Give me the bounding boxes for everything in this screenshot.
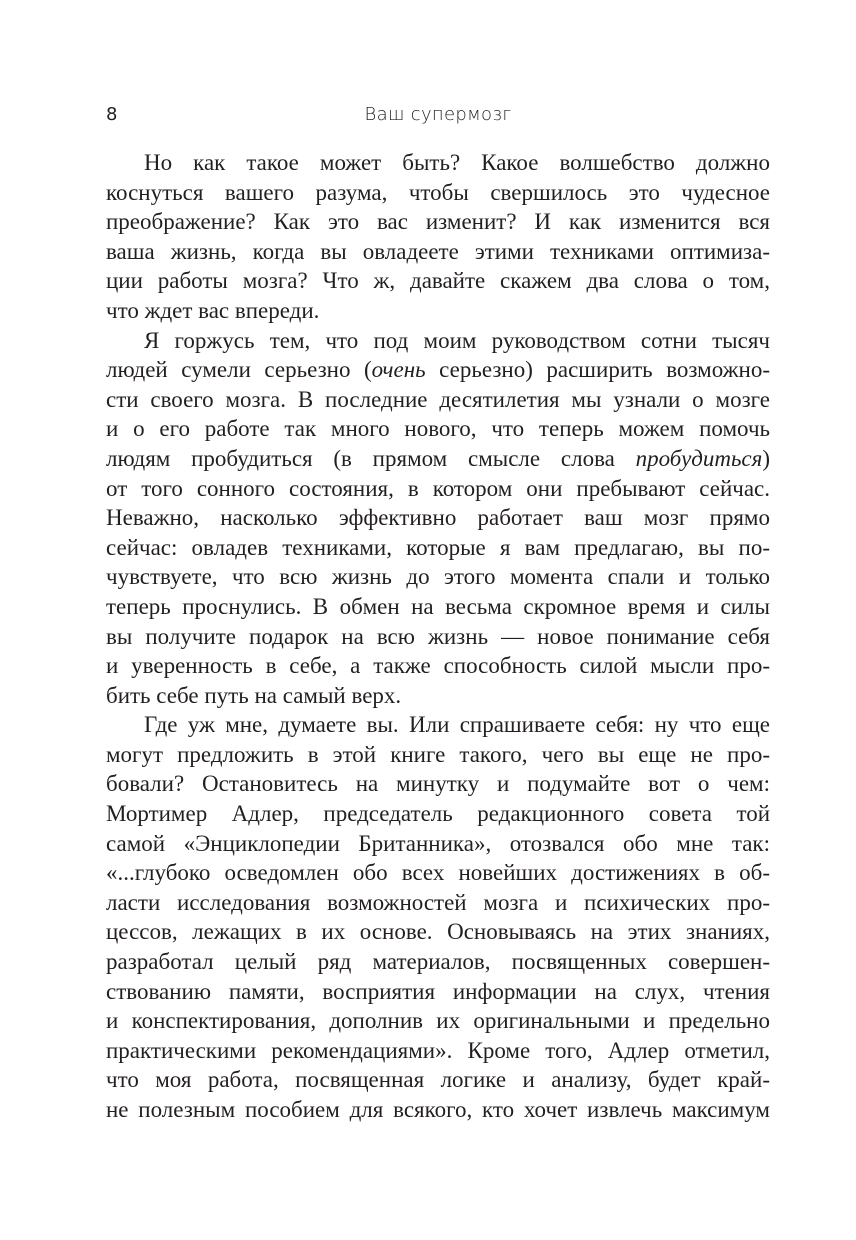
text-segment: могут предложить в этой книге такого, чего вы еще не про-	[106, 741, 770, 767]
text-segment: ласти исследования возможностей мозга и психических про-	[106, 889, 770, 915]
text-line	[106, 917, 770, 947]
text-line	[106, 237, 770, 267]
text-line	[106, 799, 770, 829]
text-segment: людям пробудиться (в прямом смысле слова	[106, 445, 636, 471]
text-segment: чувствуете, что всю жизнь до этого момента спали и только	[106, 564, 770, 590]
text-line	[106, 385, 770, 415]
text-segment: теперь проснулись. В обмен на весьма скромное время и силы	[106, 593, 770, 619]
text-line	[106, 326, 770, 356]
text-segment: ствованию памяти, восприятия информации на слух, чтения	[106, 978, 770, 1004]
text-segment: что ждет вас впереди.	[106, 297, 320, 323]
text-segment: людей сумели серьезно (	[106, 357, 372, 383]
text-line	[106, 414, 770, 444]
italic-text: очень	[371, 357, 426, 383]
text-line	[106, 888, 770, 918]
text-segment: )	[762, 445, 770, 471]
text-line	[106, 1006, 770, 1036]
text-segment: разработал целый ряд материалов, посвященных совершен-	[106, 949, 770, 975]
text-line	[106, 148, 770, 178]
page-body	[106, 148, 770, 1125]
text-segment: ваша жизнь, когда вы овладеете этими техниками оптимиза-	[106, 238, 770, 264]
text-segment: вы получите подарок на всю жизнь — новое понимание себя	[106, 623, 770, 649]
text-line	[106, 207, 770, 237]
paragraph	[106, 326, 770, 711]
text-line	[106, 592, 770, 622]
paragraph	[106, 710, 770, 1124]
text-segment: серьезно) расширить возможно-	[425, 357, 770, 383]
text-line	[106, 533, 770, 563]
text-line	[106, 829, 770, 859]
text-segment: цессов, лежащих в их основе. Основываясь на этих знаниях,	[106, 919, 770, 945]
text-segment: сейчас: овладев техниками, которые я вам предлагаю, вы по-	[106, 534, 770, 560]
text-line	[106, 562, 770, 592]
text-segment: и конспектирования, дополнив их оригинальными и предельно	[106, 1008, 770, 1034]
text-segment: самой «Энциклопедии Британника», отозвался обо мне так:	[106, 830, 770, 856]
text-segment: коснуться вашего разума, чтобы свершилось это чудесное	[106, 179, 770, 205]
text-line	[106, 266, 770, 296]
page-header	[106, 104, 770, 130]
page-number: 8	[106, 104, 118, 125]
running-title: Ваш супермозг	[364, 104, 512, 125]
text-segment: «...глубоко осведомлен обо всех новейших достижениях в об-	[106, 860, 770, 886]
text-segment: преображение? Как это вас изменит? И как изменится вся	[106, 209, 770, 235]
text-line	[106, 681, 770, 711]
text-segment: Где уж мне, думаете вы. Или спрашиваете себя: ну что еще	[144, 712, 770, 738]
text-segment: ции работы мозга? Что ж, давайте скажем два слова о том,	[106, 268, 770, 294]
paragraph	[106, 148, 770, 326]
text-segment: Я горжусь тем, что под моим руководством сотни тысяч	[144, 327, 770, 353]
text-line	[106, 178, 770, 208]
text-line	[106, 769, 770, 799]
text-line	[106, 1036, 770, 1066]
text-line	[106, 651, 770, 681]
text-line	[106, 503, 770, 533]
text-segment: от того сонного состояния, в котором они пребывают сейчас.	[106, 475, 770, 501]
text-segment: сти своего мозга. В последние десятилетия мы узнали о мозге	[106, 386, 770, 412]
text-line	[106, 740, 770, 770]
text-line	[106, 444, 770, 474]
text-line	[106, 947, 770, 977]
text-segment: и уверенность в себе, а также способность силой мысли про-	[106, 653, 770, 679]
text-line	[106, 977, 770, 1007]
text-segment: Мортимер Адлер, председатель редакционного совета той	[106, 801, 770, 827]
text-line	[106, 355, 770, 385]
text-segment: практическими рекомендациями». Кроме того, Адлер отметил,	[106, 1037, 770, 1063]
text-line	[106, 1095, 770, 1125]
text-segment: и о его работе так много нового, что теперь можем помочь	[106, 416, 770, 442]
text-line	[106, 622, 770, 652]
text-segment: бить себе путь на самый верх.	[106, 682, 402, 708]
text-line	[106, 474, 770, 504]
text-line	[106, 296, 770, 326]
italic-text: пробудиться	[635, 445, 763, 471]
text-segment: Неважно, насколько эффективно работает ваш мозг прямо	[106, 505, 770, 531]
text-line	[106, 858, 770, 888]
text-line	[106, 710, 770, 740]
text-line	[106, 1065, 770, 1095]
text-segment: Но как такое может быть? Какое волшебство должно	[144, 150, 770, 175]
text-segment: не полезным пособием для всякого, кто хочет извлечь максимум	[106, 1097, 770, 1122]
text-segment: бовали? Остановитесь на минутку и подумайте вот о чем:	[106, 771, 770, 797]
text-segment: что моя работа, посвященная логике и анализу, будет край-	[106, 1067, 770, 1093]
